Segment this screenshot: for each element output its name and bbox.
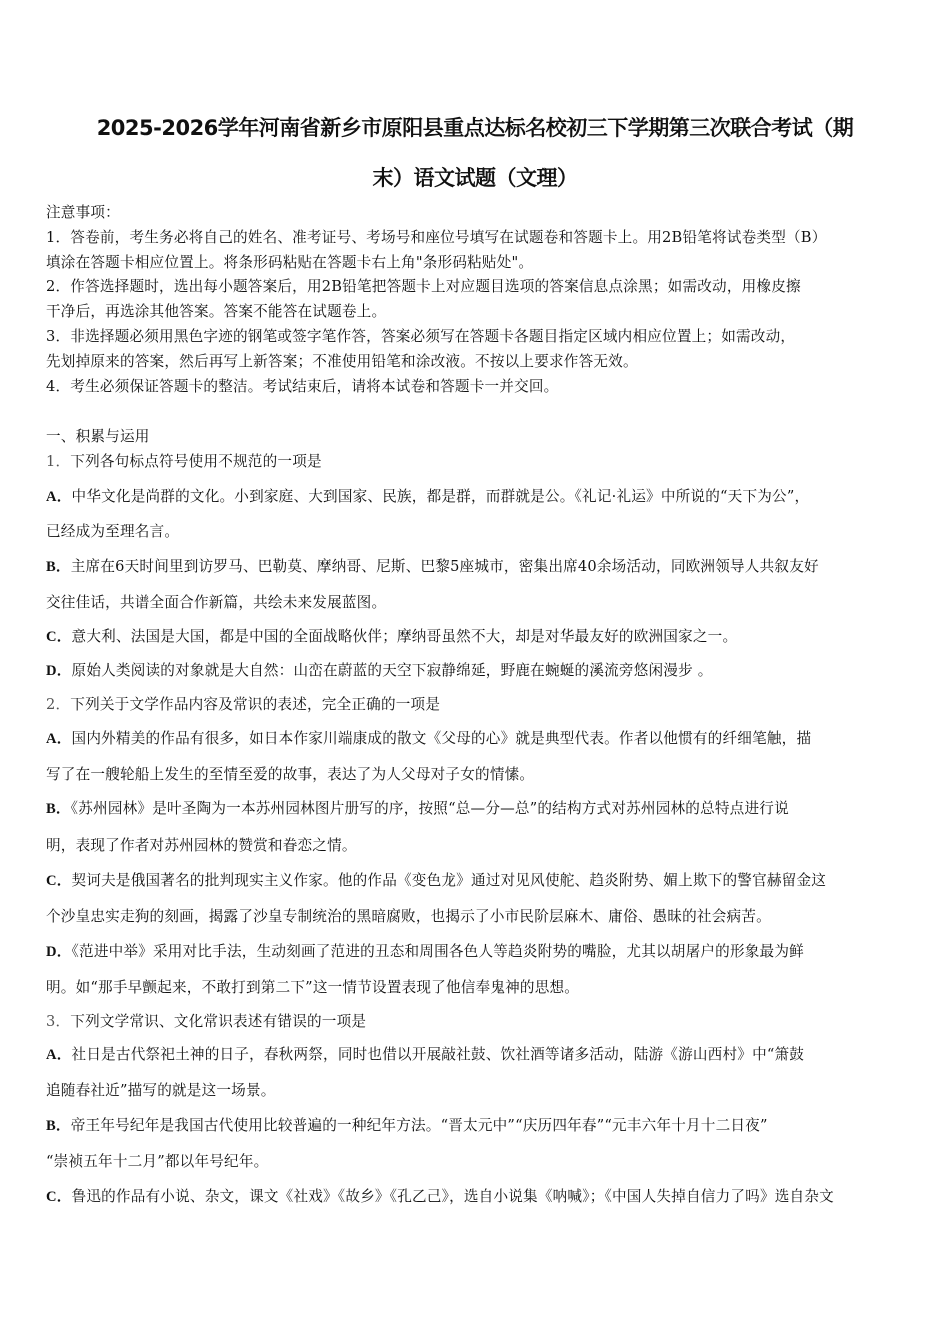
notice-line: 干净后，再选涂其他答案。答案不能答在试题卷上。 [46,303,387,320]
option-label: D． [46,663,72,679]
option-d [46,942,908,962]
option-label: C． [46,1189,72,1205]
option-text: 《范进中举》采用对比手法，生动刻画了范进的丑态和周围各色人等趋炎附势的嘴脸，尤其以胡屠户的形象最为鲜 [71,943,804,960]
notice-line: 1．答卷前，考生务必将自己的姓名、准考证号、考场号和座位号填写在试题卷和答题卡上。用2B铅笔将试卷类型（B） [46,229,827,246]
option-a [46,729,908,749]
question-text: 下列各句标点符号使用不规范的一项是 [70,453,322,470]
option-text: 社日是古代祭祀土神的日子，春秋两祭，同时也借以开展敲社鼓、饮社酒等诸多活动，陆游《游山西村》中“箫鼓 [71,1046,805,1063]
option-b-cont: 交往佳话，共谱全面合作新篇，共绘未来发展蓝图。 [46,594,387,611]
option-text: 主席在6天时间里到访罗马、巴勒莫、摩纳哥、尼斯、巴黎5座城市，密集出席40余场活动，同欧洲领导人共叙友好 [70,558,819,575]
option-label: C． [46,629,72,645]
option-text: 契诃夫是俄国著名的批判现实主义作家。他的作品《变色龙》通过对见风使舵、趋炎附势、媚上欺下的警官赫留金这 [71,872,827,889]
option-b [46,557,908,577]
exam-title-line-2: 末）语文试题（文理） [372,166,578,190]
option-c [46,627,908,647]
question-text: 下列文学常识、文化常识表述有错误的一项是 [70,1013,367,1030]
notice-line: 4．考生必须保证答题卡的整洁。考试结束后，请将本试卷和答题卡一并交回。 [46,378,559,395]
option-c-cont: 个沙皇忠实走狗的刻画，揭露了沙皇专制统治的黑暗腐败，也揭示了小市民阶层麻木、庸俗、愚昧的社会病苦。 [46,908,771,925]
exam-title-line-1: 2025-2026学年河南省新乡市原阳县重点达标名校初三下学期第三次联合考试（期 [96,116,854,140]
option-text: 原始人类阅读的对象就是大自然：山峦在蔚蓝的天空下寂静绵延，野鹿在蜿蜒的溪流旁悠闲漫步 。 [71,662,713,679]
option-text: 《苏州园林》是叶圣陶为一本苏州园林图片册写的序，按照“总—分—总”的结构方式对苏州园林的总特点进行说 [70,800,789,817]
option-label: B． [46,1118,71,1134]
option-text: 中华文化是尚群的文化。小到家庭、大到国家、民族，都是群，而群就是公。《礼记·礼运》中所说的“天下为公”， [71,488,810,505]
option-a [46,1045,908,1065]
option-text: 意大利、法国是大国，都是中国的全面战略伙伴；摩纳哥虽然不大，却是对华最友好的欧洲国家之一。 [71,628,738,645]
question-number: 1． [46,453,71,470]
option-label: B． [46,801,71,817]
question-number: 3． [46,1013,71,1030]
option-text: 帝王年号纪年是我国古代使用比较普遍的一种纪年方法。“晋太元中”“庆历四年春”“元丰六年十月十二日夜” [70,1117,768,1134]
option-label: D． [46,944,72,960]
option-text: 鲁迅的作品有小说、杂文，课文《社戏》《故乡》《孔乙己》，选自小说集《呐喊》；《中国人失掉自信力了吗》选自杂文 [71,1188,834,1205]
option-c [46,1187,908,1207]
option-d-cont: 明。如“那手早颤起来，不敢打到第二下”这一情节设置表现了他信奉鬼神的思想。 [46,979,580,996]
option-a-cont: 已经成为至理名言。 [46,523,180,540]
option-label: C． [46,873,72,889]
option-label: A． [46,489,72,505]
notice-line: 填涂在答题卡相应位置上。将条形码粘贴在答题卡右上角"条形码粘贴处"。 [46,254,534,271]
option-a-cont: 追随春社近”描写的就是这一场景。 [46,1082,276,1099]
question-stem [46,452,908,472]
question-stem [46,1012,908,1032]
question-stem [46,695,908,715]
question-number: 2． [46,696,71,713]
notice-line: 先划掉原来的答案，然后再写上新答案；不准使用铅笔和涂改液。不按以上要求作答无效。 [46,353,638,370]
option-a-cont: 写了在一艘轮船上发生的至情至爱的故事，表达了为人父母对子女的情愫。 [46,766,535,783]
option-b [46,799,908,819]
option-b-cont: 明，表现了作者对苏州园林的赞赏和眷恋之情。 [46,837,357,854]
option-label: A． [46,731,72,747]
option-a [46,487,908,507]
option-b [46,1116,908,1136]
option-label: B． [46,559,71,575]
option-d [46,661,908,681]
section-heading: 一、积累与运用 [46,428,150,445]
notice-line: 3．非选择题必须用黑色字迹的钢笔或签字笔作答，答案必须写在答题卡各题目指定区域内相应位置上；如需改动， [46,328,796,345]
option-b-cont: “崇祯五年十二月”都以年号纪年。 [46,1153,269,1170]
notice-heading: 注意事项： [46,204,120,221]
option-text: 国内外精美的作品有很多，如日本作家川端康成的散文《父母的心》就是典型代表。作者以他惯有的纤细笔触，描 [71,730,812,747]
notice-line: 2．作答选择题时，选出每小题答案后，用2B铅笔把答题卡上对应题目选项的答案信息点涂黑；如需改动，用橡皮擦 [46,278,801,295]
question-text: 下列关于文学作品内容及常识的表述，完全正确的一项是 [70,696,441,713]
option-label: A． [46,1047,72,1063]
option-c [46,871,908,891]
